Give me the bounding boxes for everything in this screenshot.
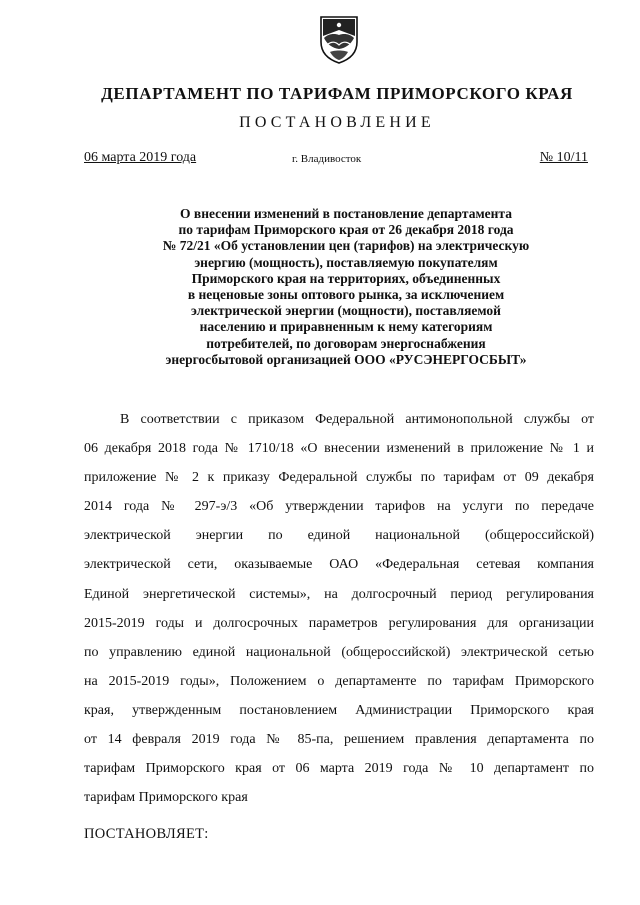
title-line: энергию (мощность), поставляемую покупателям <box>194 254 498 270</box>
body-line: по управлению единой национальной (общероссийской) электрической сетью <box>84 644 594 660</box>
body-line: электрической сети, оказываемые ОАО «Федеральная сетевая компания <box>84 557 594 573</box>
body-line: 2014 года № 297-э/3 «Об утверждении тарифов на услуги по передаче <box>84 499 594 515</box>
body-line: края, утвержденным постановлением Администрации Приморского края <box>84 702 594 718</box>
title-line: Приморского края на территориях, объединенных <box>191 270 501 286</box>
body-line: Единой энергетической системы», на долгосрочный период регулирования <box>84 586 594 602</box>
body-line: В соответствии с приказом Федеральной антимонопольной службы от <box>120 412 594 427</box>
title-line: О внесении изменений в постановление департамента <box>180 206 512 221</box>
body-line: на 2015-2019 годы», Положением о департаменте по тарифам Приморского <box>84 673 594 689</box>
body-line: приложение № 2 к приказу Федеральной службы по тарифам от 09 декабря <box>84 470 594 486</box>
title-line: электрической энергии (мощности), поставляемой <box>191 303 501 319</box>
body-line: тарифам Приморского края от 06 марта 2019 года № 10 департамент по <box>84 761 594 777</box>
document-meta <box>84 150 588 170</box>
title-line: потребителей, по договорам энергоснабжения <box>206 335 486 351</box>
body-line: 2015-2019 годы и долгосрочных параметров регулирования для организации <box>84 615 594 631</box>
body-paragraph <box>84 405 594 812</box>
primorsky-krai-coat-of-arms-icon <box>318 14 360 64</box>
document-city: г. Владивосток <box>292 153 362 165</box>
title-line: по тарифам Приморского края от 26 декабря 2018 года <box>178 222 514 238</box>
title-line: населению и приравненным к нему категориям <box>199 319 493 335</box>
body-line: тарифам Приморского края <box>84 790 248 806</box>
document-type: ПОСТАНОВЛЕНИЕ <box>239 114 435 131</box>
body-line: электрической энергии по единой национальной (общероссийской) <box>84 528 594 544</box>
document-date: 06 марта 2019 года <box>84 150 197 165</box>
resolves-heading: ПОСТАНОВЛЯЕТ: <box>84 826 209 842</box>
title-line: в неценовые зоны оптового рынка, за исключением <box>187 287 505 303</box>
title-line: № 72/21 «Об установлении цен (тарифов) на электрическую <box>162 238 530 254</box>
document-title <box>110 206 582 368</box>
body-line: от 14 февраля 2019 года № 85-па, решением правления департамента по <box>84 732 594 748</box>
department-heading: ДЕПАРТАМЕНТ ПО ТАРИФАМ ПРИМОРСКОГО КРАЯ <box>101 84 573 103</box>
document-number: № 10/11 <box>539 150 588 165</box>
title-line: энергосбытовой организацией ООО «РУСЭНЕРГОСБЫТ» <box>165 351 527 367</box>
body-line: 06 декабря 2018 года № 1710/18 «О внесении изменений в приложение № 1 и <box>84 441 594 457</box>
